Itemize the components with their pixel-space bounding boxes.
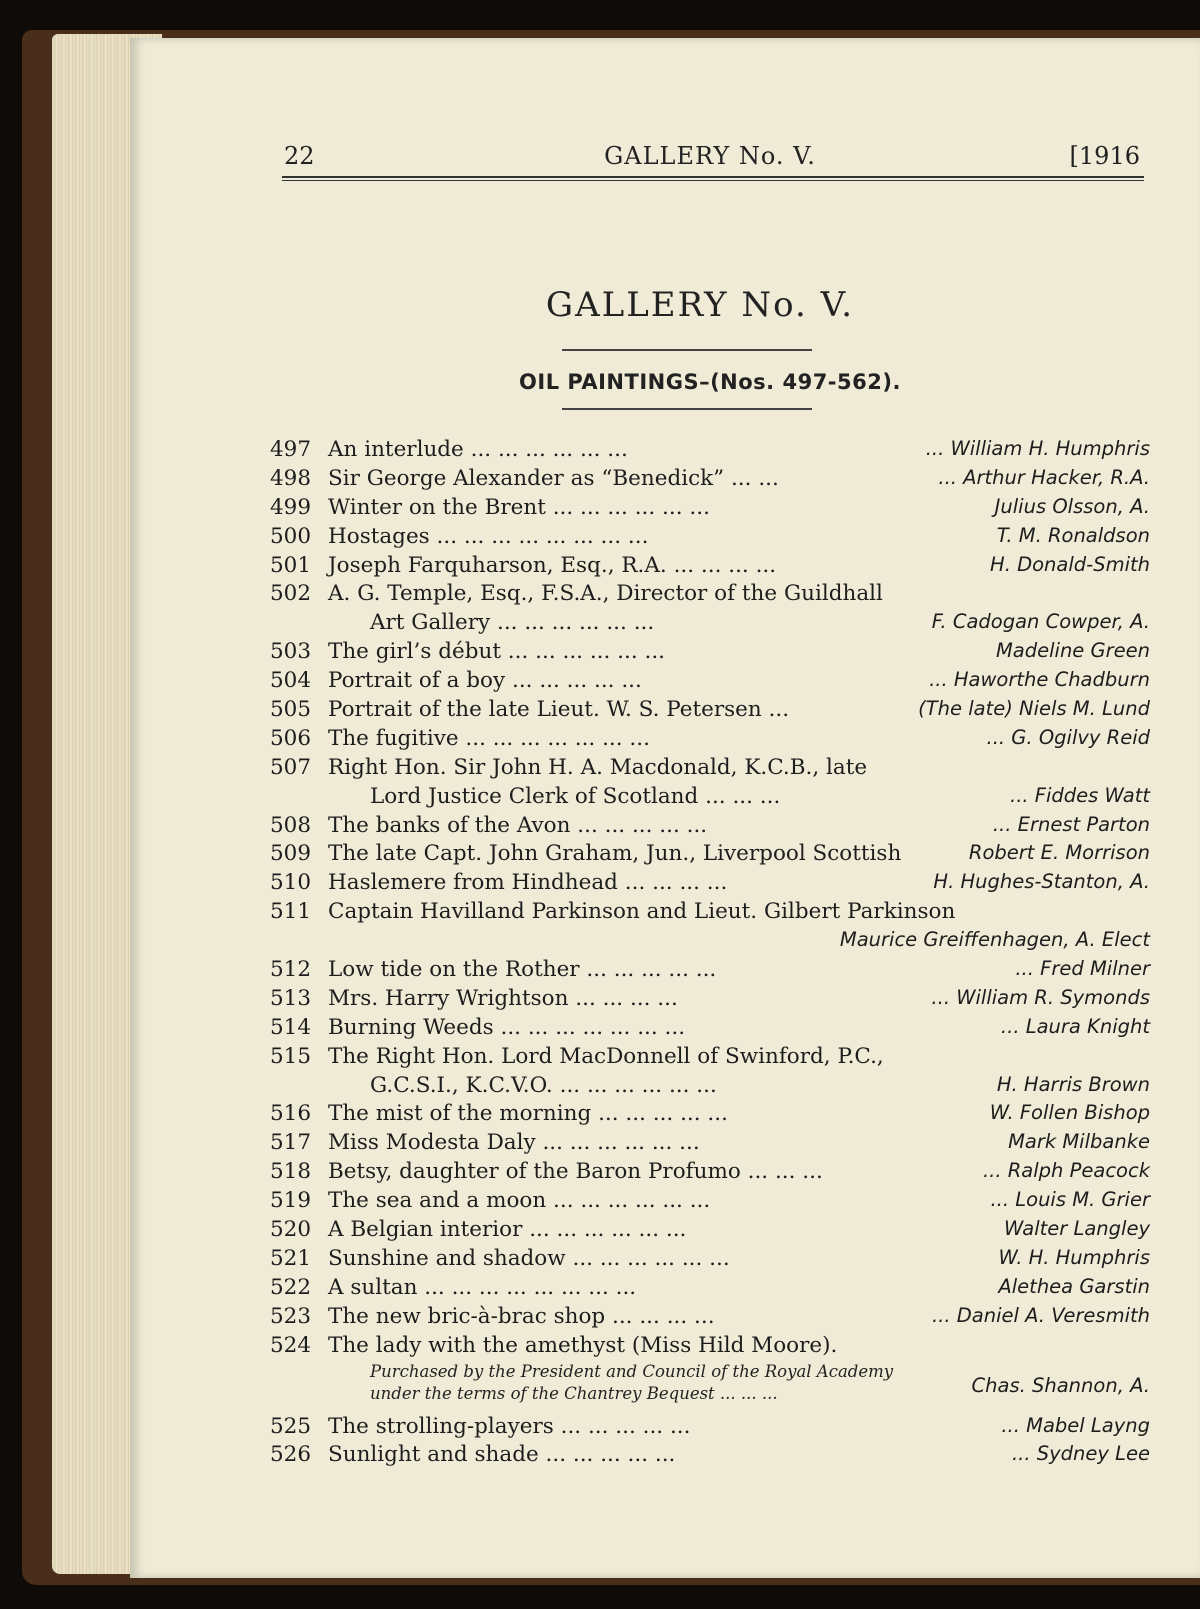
entry-title: Right Hon. Sir John H. A. Macdonald, K.C.B., late bbox=[328, 754, 868, 780]
entry-number: 521 bbox=[270, 1245, 312, 1271]
entry-number: 518 bbox=[270, 1159, 312, 1185]
running-title: GALLERY No. V. bbox=[604, 142, 816, 170]
entry-title: The late Capt. John Graham, Jun., Liverpool Scottish bbox=[328, 841, 902, 867]
entry-artist: ... William H. Humphris bbox=[925, 437, 1150, 460]
catalogue-entry bbox=[270, 986, 1150, 1015]
entry-title: An interlude ... ... ... ... ... ... bbox=[328, 437, 628, 462]
catalogue-entry bbox=[270, 610, 1150, 639]
entry-artist: Walter Langley bbox=[1004, 1217, 1150, 1241]
catalogue-entry bbox=[270, 697, 1150, 726]
entry-artist: ... Louis M. Grier bbox=[990, 1188, 1150, 1212]
entry-artist: ... Mabel Layng bbox=[1001, 1413, 1150, 1437]
entry-artist: Alethea Garstin bbox=[998, 1274, 1150, 1298]
entry-title: Winter on the Brent ... ... ... ... ... ... bbox=[328, 494, 710, 520]
entry-title: The fugitive ... ... ... ... ... ... ... bbox=[328, 725, 650, 751]
entry-number: 514 bbox=[270, 1014, 312, 1040]
catalogue-entry bbox=[270, 928, 1150, 957]
entry-title: Portrait of the late Lieut. W. S. Petersen ... bbox=[328, 697, 790, 723]
entry-number: 513 bbox=[270, 985, 312, 1011]
catalogue-entry bbox=[270, 1275, 1150, 1304]
entry-title: Haslemere from Hindhead ... ... ... ... bbox=[328, 870, 728, 896]
entry-title: Low tide on the Rother ... ... ... ... ... bbox=[328, 957, 717, 983]
running-year: [1916 bbox=[1069, 142, 1140, 170]
entry-artist: ... Haworthe Chadburn bbox=[929, 668, 1150, 692]
entry-title: The lady with the amethyst (Miss Hild Moore). bbox=[328, 1332, 838, 1358]
catalogue-entry bbox=[270, 1188, 1150, 1217]
entry-artist: H. Hughes-Stanton, A. bbox=[933, 870, 1150, 894]
catalogue-entry bbox=[270, 553, 1150, 582]
entry-artist: ... Sydney Lee bbox=[1011, 1442, 1150, 1466]
entry-number: 497 bbox=[270, 437, 312, 462]
catalogue-entry bbox=[270, 784, 1150, 813]
entry-number: 516 bbox=[270, 1101, 312, 1127]
page-number: 22 bbox=[284, 142, 315, 170]
gallery-title: GALLERY No. V. bbox=[545, 285, 855, 325]
entry-title: Burning Weeds ... ... ... ... ... ... ... bbox=[328, 1014, 686, 1040]
catalogue-entry bbox=[270, 813, 1150, 842]
entry-artist: H. Donald-Smith bbox=[990, 552, 1150, 576]
entry-number: 512 bbox=[270, 957, 312, 983]
entry-artist: H. Harris Brown bbox=[996, 1072, 1150, 1096]
entry-title: The girl’s début ... ... ... ... ... ... bbox=[328, 639, 665, 665]
entry-artist: F. Cadogan Cowper, A. bbox=[931, 610, 1150, 634]
catalogue-entry bbox=[270, 755, 1150, 784]
catalogue-entry bbox=[270, 899, 1150, 928]
note-line-1: Purchased by the President and Council of the Royal Academy bbox=[370, 1361, 894, 1381]
entry-title: Sir George Alexander as “Benedick” ... ... bbox=[328, 465, 779, 491]
entry-artist: ... Laura Knight bbox=[1000, 1014, 1150, 1038]
entry-artist: T. M. Ronaldson bbox=[996, 523, 1150, 547]
catalogue-entry bbox=[270, 668, 1150, 697]
entry-artist: ... Daniel A. Veresmith bbox=[931, 1303, 1150, 1327]
catalogue-list bbox=[270, 437, 1150, 1471]
catalogue-entry bbox=[270, 495, 1150, 524]
entry-artist: Chas. Shannon, A. bbox=[971, 1373, 1150, 1397]
entry-artist: W. Follen Bishop bbox=[989, 1101, 1150, 1125]
entry-artist: (The late) Niels M. Lund bbox=[918, 697, 1150, 721]
catalogue-entry bbox=[270, 466, 1150, 495]
catalogue-entry bbox=[270, 726, 1150, 755]
entry-title: The mist of the morning ... ... ... ... ... bbox=[328, 1101, 728, 1127]
entry-number: 517 bbox=[270, 1130, 312, 1156]
entry-number: 509 bbox=[270, 841, 312, 867]
entry-title: Portrait of a boy ... ... ... ... ... bbox=[328, 668, 642, 694]
entry-artist: ... Ralph Peacock bbox=[982, 1159, 1150, 1183]
title-rule-upper bbox=[562, 349, 812, 351]
entry-number: 505 bbox=[270, 697, 312, 723]
entry-number: 498 bbox=[270, 465, 312, 491]
catalogue-entry bbox=[270, 581, 1150, 610]
entry-number: 499 bbox=[270, 494, 312, 520]
entry-title: Joseph Farquharson, Esq., R.A. ... ... ... ... bbox=[328, 552, 777, 578]
catalogue-entry bbox=[270, 1130, 1150, 1159]
entry-note bbox=[270, 1373, 1150, 1414]
entry-number: 523 bbox=[270, 1303, 312, 1329]
section-subhead: OIL PAINTINGS–(Nos. 497-562). bbox=[519, 370, 901, 394]
entry-title: A sultan ... ... ... ... ... ... ... ... bbox=[328, 1274, 637, 1300]
entry-number: 504 bbox=[270, 668, 312, 694]
title-rule-lower bbox=[562, 408, 812, 410]
catalogue-entry bbox=[270, 524, 1150, 553]
catalogue-entry bbox=[270, 437, 1150, 466]
entry-number: 500 bbox=[270, 523, 312, 549]
entry-title: The banks of the Avon ... ... ... ... ... bbox=[328, 812, 708, 838]
note-line-2: under the terms of the Chantrey Bequest ... ... ... bbox=[370, 1383, 778, 1403]
entry-title: Mrs. Harry Wrightson ... ... ... ... bbox=[328, 985, 678, 1011]
entry-title: Art Gallery ... ... ... ... ... ... bbox=[370, 610, 655, 636]
entry-number: 522 bbox=[270, 1274, 312, 1300]
entry-number: 502 bbox=[270, 581, 312, 607]
catalogue-entry bbox=[270, 1015, 1150, 1044]
entry-artist: Mark Milbanke bbox=[1008, 1130, 1150, 1154]
entry-title: The strolling-players ... ... ... ... ... bbox=[328, 1413, 691, 1439]
entry-artist: W. H. Humphris bbox=[998, 1245, 1150, 1269]
entry-number: 525 bbox=[270, 1413, 312, 1439]
catalogue-entry bbox=[270, 870, 1150, 899]
catalogue-entry bbox=[270, 957, 1150, 986]
entry-number: 508 bbox=[270, 812, 312, 838]
entry-title: The sea and a moon ... ... ... ... ... ... bbox=[328, 1188, 711, 1214]
entry-artist: ... Arthur Hacker, R.A. bbox=[938, 465, 1150, 489]
entry-artist: Robert E. Morrison bbox=[968, 841, 1150, 865]
catalogue-entry bbox=[270, 1217, 1150, 1246]
entry-number: 524 bbox=[270, 1332, 312, 1358]
entry-title: A. G. Temple, Esq., F.S.A., Director of the Guildhall bbox=[328, 581, 883, 607]
entry-artist: ... G. Ogilvy Reid bbox=[986, 725, 1150, 749]
entry-number: 501 bbox=[270, 552, 312, 578]
catalogue-entry bbox=[270, 1304, 1150, 1333]
entry-title: Betsy, daughter of the Baron Profumo ... ... ... bbox=[328, 1159, 823, 1185]
catalogue-entry bbox=[270, 1044, 1150, 1073]
entry-number: 515 bbox=[270, 1043, 312, 1069]
entry-title: The new bric-à-brac shop ... ... ... ... bbox=[328, 1303, 715, 1329]
entry-artist: Julius Olsson, A. bbox=[994, 494, 1150, 518]
catalogue-entry bbox=[270, 639, 1150, 668]
entry-artist: Madeline Green bbox=[995, 639, 1150, 663]
entry-title: Lord Justice Clerk of Scotland ... ... ... bbox=[370, 783, 781, 809]
entry-artist: ... Fred Milner bbox=[1015, 957, 1150, 981]
entry-artist: Maurice Greiffenhagen, A. Elect bbox=[839, 928, 1150, 952]
entry-artist: ... Ernest Parton bbox=[992, 812, 1150, 836]
entry-number: 519 bbox=[270, 1188, 312, 1214]
entry-title: Miss Modesta Daly ... ... ... ... ... ... bbox=[328, 1130, 700, 1156]
catalogue-entry bbox=[270, 1333, 1150, 1362]
catalogue-entry bbox=[270, 1159, 1150, 1188]
entry-number: 520 bbox=[270, 1217, 312, 1243]
catalogue-entry bbox=[270, 1073, 1150, 1102]
entry-title: Sunlight and shade ... ... ... ... ... bbox=[328, 1442, 676, 1468]
entry-number: 503 bbox=[270, 639, 312, 665]
catalogue-entry bbox=[270, 1442, 1150, 1471]
entry-artist: ... Fiddes Watt bbox=[1010, 783, 1150, 807]
entry-number: 506 bbox=[270, 725, 312, 751]
catalogue-entry bbox=[270, 841, 1150, 870]
catalogue-entry bbox=[270, 1101, 1150, 1130]
entry-number: 510 bbox=[270, 870, 312, 896]
entry-number: 526 bbox=[270, 1442, 312, 1468]
entry-number: 511 bbox=[270, 899, 312, 925]
entry-title: G.C.S.I., K.C.V.O. ... ... ... ... ... ... bbox=[370, 1072, 717, 1098]
catalogue-entry bbox=[270, 1414, 1150, 1443]
entry-title: The Right Hon. Lord MacDonnell of Swinford, P.C., bbox=[328, 1043, 884, 1069]
header-rule-top bbox=[282, 176, 1144, 178]
catalogue-entry bbox=[270, 1246, 1150, 1275]
entry-title: A Belgian interior ... ... ... ... ... ... bbox=[328, 1217, 687, 1243]
entry-artist: ... William R. Symonds bbox=[931, 985, 1150, 1009]
header-rule-bottom bbox=[282, 180, 1144, 181]
entry-title: Captain Havilland Parkinson and Lieut. Gilbert Parkinson bbox=[328, 899, 956, 925]
entry-title: Sunshine and shadow ... ... ... ... ... ... bbox=[328, 1245, 730, 1271]
entry-title: Hostages ... ... ... ... ... ... ... ... bbox=[328, 523, 649, 549]
entry-number: 507 bbox=[270, 754, 312, 780]
